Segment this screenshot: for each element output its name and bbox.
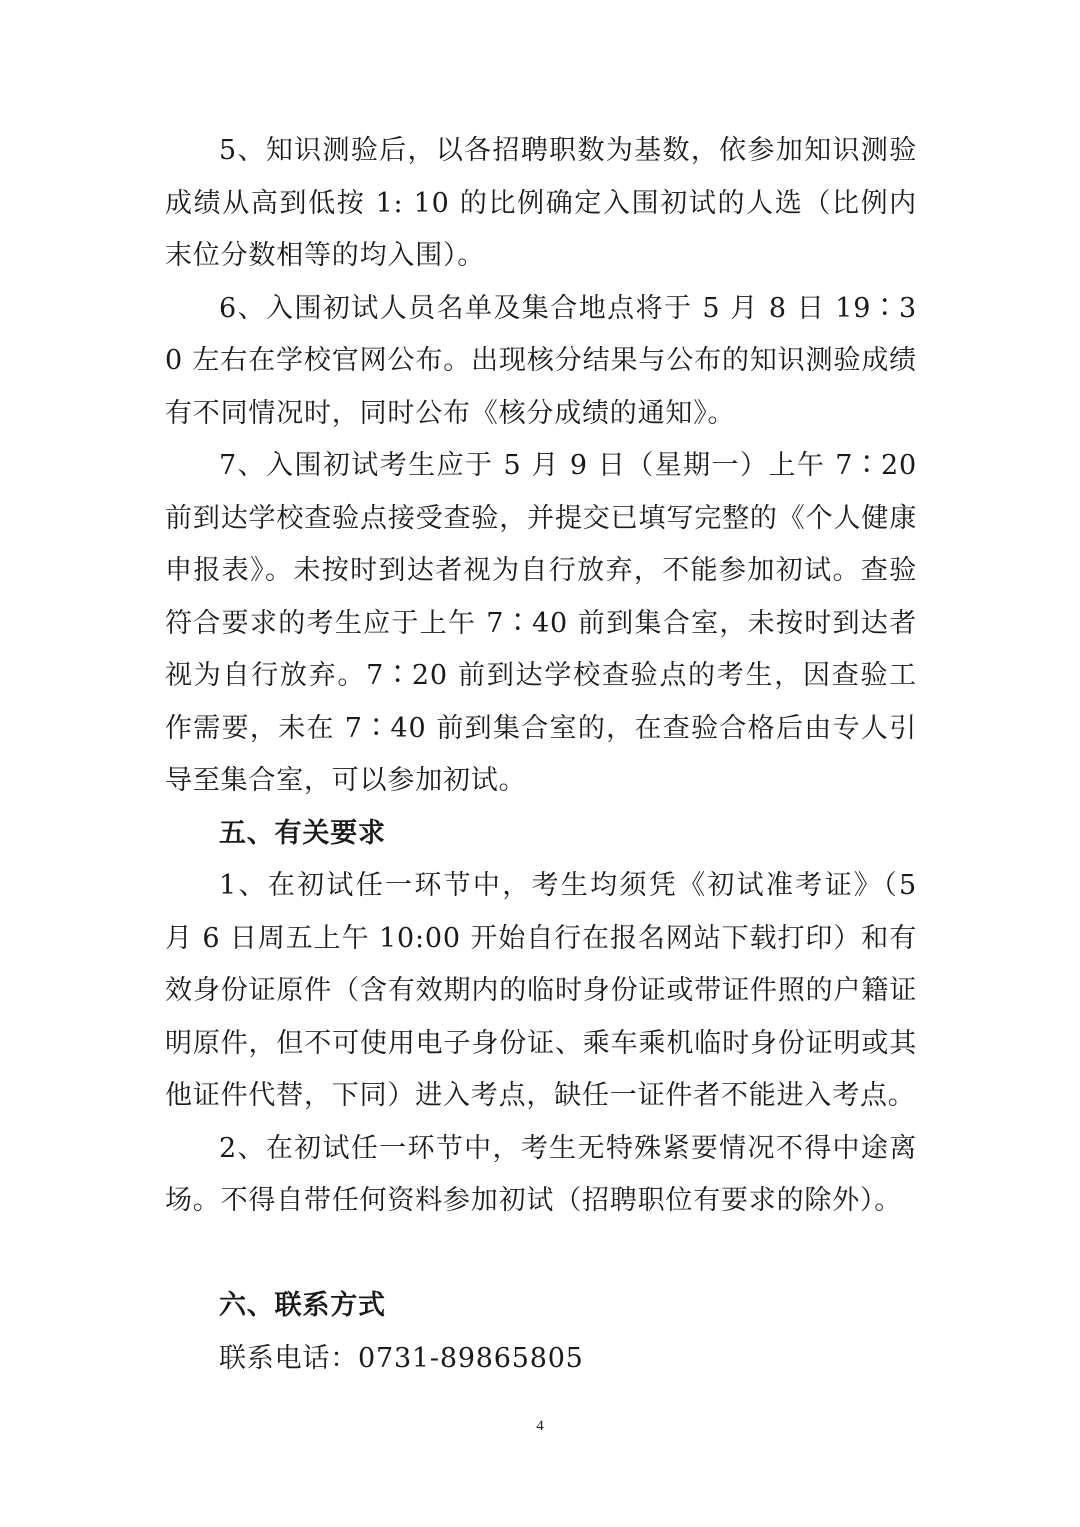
paragraph-item-7: 7、入围初试考生应于 5 月 9 日（星期一）上午 7∶20 前到达学校查验点接受查验，并提交已填写完整的《个人健康申报表》。未按时到达者视为自行放弃，不能参加初试。查验符合要求的考生应于上午 7∶40 前到集合室，未按时到达者视为自行放弃。7∶20 前到达学校查验点的考生，因查验工作需要，未在 7∶40 前到集合室的，在查验合格后由专人引导至集合室，可以参加初试。 — [165, 450, 917, 796]
paragraph-item-6: 6、入围初试人员名单及集合地点将于 5 月 8 日 19∶30 左右在学校官网公布。出现核分结果与公布的知识测验成绩有不同情况时，同时公布《核分成绩的通知》。 — [165, 292, 917, 429]
paragraph-item-5: 5、知识测验后，以各招聘职数为基数，依参加知识测验成绩从高到低按 1: 10 的比例确定入围初试的人选（比例内末位分数相等的均入围）。 — [165, 135, 917, 271]
requirement-item-2: 2、在初试任一环节中，考生无特殊紧要情况不得中途离场。不得自带任何资料参加初试（招聘职位有要求的除外）。 — [165, 1132, 917, 1216]
requirement-item-1: 1、在初试任一环节中，考生均须凭《初试准考证》（5 月 6 日周五上午 10:00 开始自行在报名网站下载打印）和有效身份证原件（含有效期内的临时身份证或带证件照的户籍证明原件，但不可使用电子身份证、乘车乘机临时身份证明或其他证件代替，下同）进入考点，缺任一证件者不能进入考点。 — [165, 870, 917, 1111]
contact-phone: 联系电话：0731-89865805 — [219, 1342, 584, 1374]
document-body — [165, 125, 917, 1385]
section-heading-requirements: 五、有关要求 — [219, 817, 386, 849]
section-heading-contact: 六、联系方式 — [219, 1290, 386, 1321]
page-number: 4 — [536, 1418, 544, 1434]
section-spacer — [165, 1228, 917, 1281]
